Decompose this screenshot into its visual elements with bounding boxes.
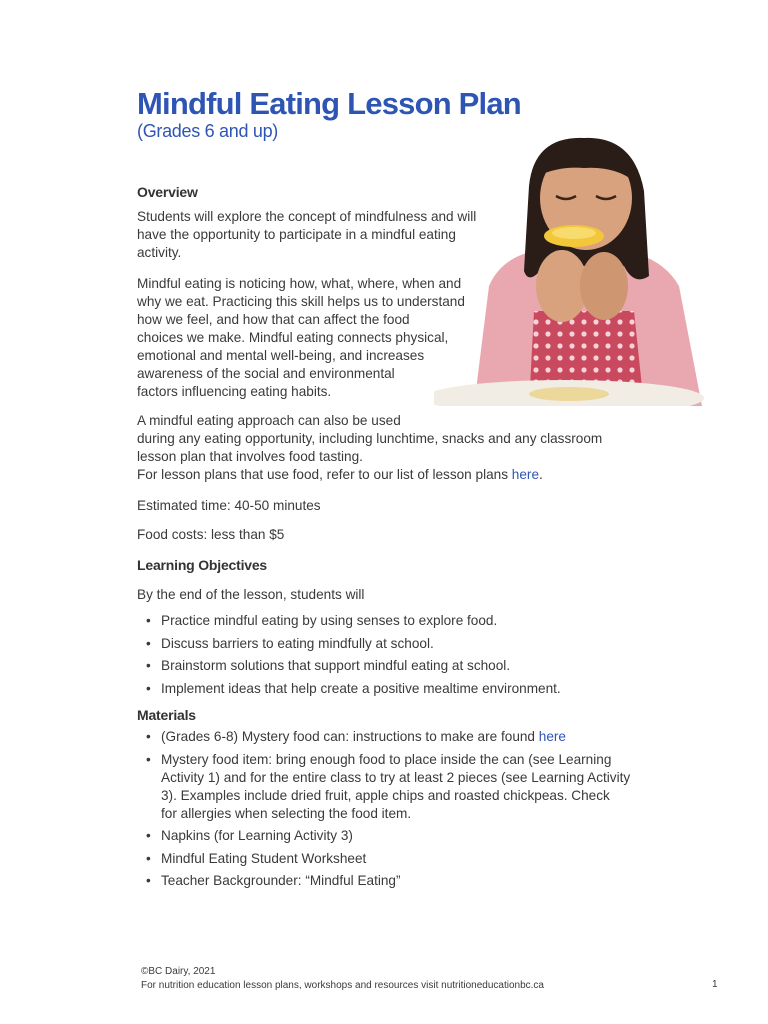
- materials-list: [146, 728, 630, 895]
- page-title: Mindful Eating Lesson Plan: [137, 86, 521, 121]
- list-item: • Teacher Backgrounder: “Mindful Eating”: [146, 872, 630, 890]
- text-line: 3). Examples include dried fruit, apple chips and roasted chickpeas. Check: [161, 787, 610, 803]
- list-item: • Discuss barriers to eating mindfully at school.: [146, 635, 561, 653]
- text-line: why we eat. Practicing this skill helps us to understand: [137, 294, 465, 309]
- lesson-plans-text: For lesson plans that use food, refer to our list of lesson plans: [137, 467, 512, 482]
- text-line: factors influencing eating habits.: [137, 384, 332, 399]
- food-costs: Food costs: less than $5: [137, 527, 285, 542]
- text-line: Activity 1) and for the entire class to try at least 2 pieces (see Learning Activity: [161, 769, 631, 785]
- text-line: for allergies when selecting the food item.: [161, 805, 412, 821]
- text-line: emotional and mental well-being, and increases: [137, 348, 425, 363]
- footer-note: For nutrition education lesson plans, workshops and resources visit nutritioneducationbc.ca: [141, 980, 544, 991]
- objectives-list: [146, 612, 561, 702]
- text-line: awareness of the social and environmental: [137, 366, 395, 381]
- text-line: have the opportunity to participate in a mindful eating: [137, 227, 456, 242]
- text-line: activity.: [137, 245, 182, 260]
- list-item: • Implement ideas that help create a positive mealtime environment.: [146, 680, 561, 698]
- text-line: during any eating opportunity, including lunchtime, snacks and any classroom: [137, 431, 603, 446]
- text-line: • Mystery food item: bring enough food to place inside the can (see Learning: [161, 751, 612, 767]
- objectives-heading: Learning Objectives: [137, 557, 268, 573]
- overview-paragraph-1: [137, 208, 476, 262]
- list-item: [146, 728, 630, 746]
- text-line: [137, 466, 602, 484]
- list-item: • Mindful Eating Student Worksheet: [146, 850, 630, 868]
- mystery-can-text: (Grades 6-8) Mystery food can: instructions to make are found: [161, 729, 539, 744]
- page-subtitle: (Grades 6 and up): [137, 121, 278, 141]
- lesson-plans-link[interactable]: here: [511, 467, 540, 482]
- list-item: • Practice mindful eating by using senses to explore food.: [146, 612, 561, 630]
- mystery-can-link[interactable]: here: [538, 729, 566, 744]
- text-line: lesson plan that involves food tasting.: [137, 449, 363, 464]
- overview-paragraph-3: [137, 412, 602, 484]
- text-line: A mindful eating approach can also be used: [137, 413, 401, 428]
- girl-eating-photo: [434, 136, 720, 406]
- copyright: ©BC Dairy, 2021: [141, 966, 216, 977]
- footer: [141, 965, 544, 993]
- estimated-time: Estimated time: 40-50 minutes: [137, 498, 321, 513]
- overview-paragraph-2: [137, 275, 465, 401]
- objectives-intro: By the end of the lesson, students will: [137, 587, 365, 602]
- period: .: [539, 467, 543, 482]
- overview-heading: Overview: [137, 184, 198, 200]
- list-item: • Napkins (for Learning Activity 3): [146, 827, 630, 845]
- text-line: Mindful eating is noticing how, what, where, when and: [137, 276, 462, 291]
- materials-heading: Materials: [137, 707, 196, 723]
- list-item: • Brainstorm solutions that support mindful eating at school.: [146, 657, 561, 675]
- list-item: [146, 751, 630, 823]
- text-line: Students will explore the concept of mindfulness and will: [137, 209, 477, 224]
- text-line: how we feel, and how that can affect the food: [137, 312, 410, 327]
- text-line: choices we make. Mindful eating connects physical,: [137, 330, 449, 345]
- page-number: 1: [712, 979, 718, 990]
